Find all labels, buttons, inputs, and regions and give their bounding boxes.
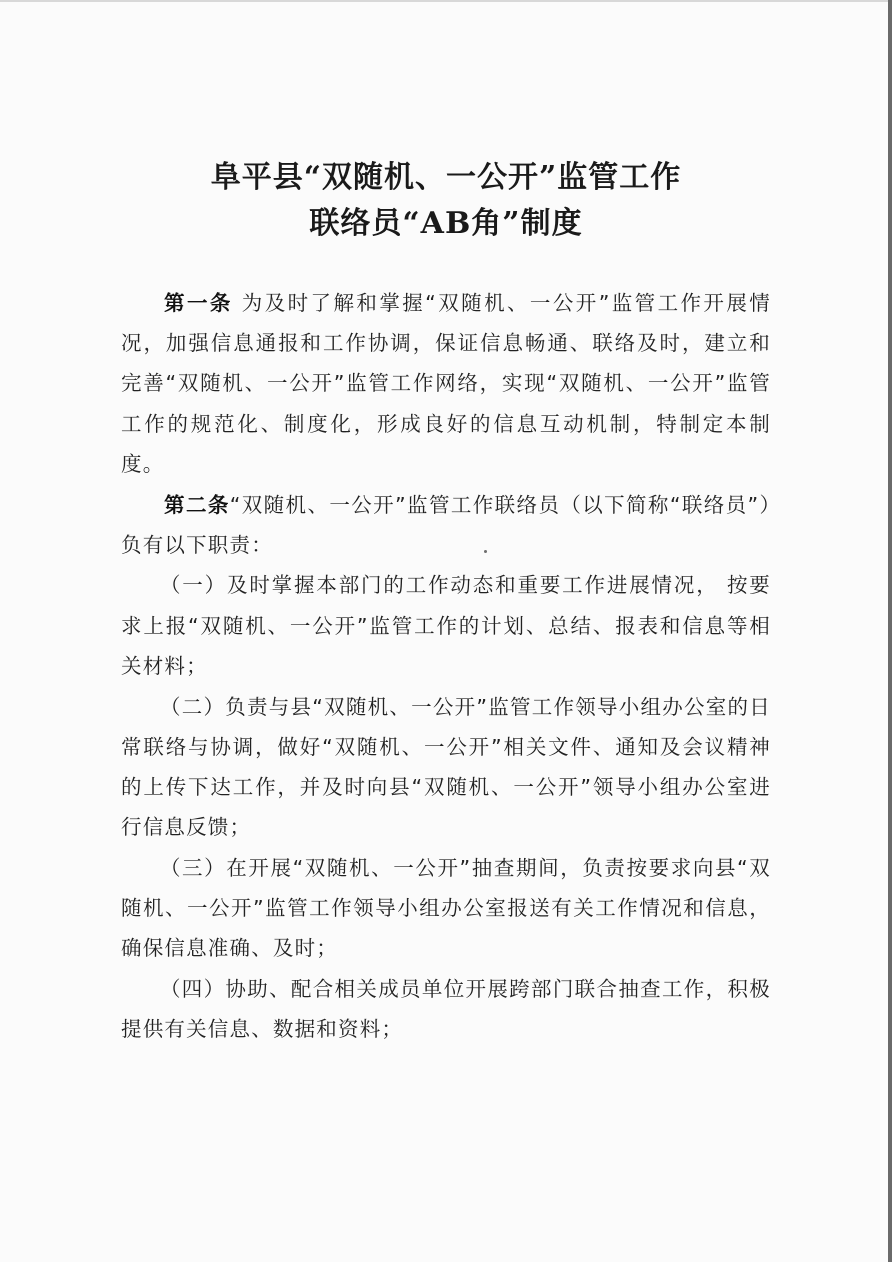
document-title-line-1: 阜平县“双随机、一公开”监管工作 — [210, 160, 682, 195]
duty-3: （三）在开展“双随机、一公开”抽查期间，负责按要求向县“双随机、一公开”监管工作领导小组办公室报送有关工作情况和信息，确保信息准确、及时； — [121, 855, 771, 961]
duty-4: （四）协助、配合相关成员单位开展跨部门联合抽查工作，积极提供有关信息、数据和资料； — [121, 976, 771, 1042]
article-1 — [121, 283, 771, 484]
article-2-lead: 第二条 — [164, 492, 230, 517]
article-1-lead: 第一条 — [164, 291, 233, 315]
document-body — [121, 283, 771, 1049]
duty-1: （一）及时掌握本部门的工作动态和重要工作进展情况， 按要求上报“双随机、一公开”监管工作的计划、总结、报表和信息等相关材料； — [121, 573, 771, 678]
scan-speck — [484, 550, 487, 553]
article-2 — [121, 485, 771, 565]
document-title-line-2: 联络员“AB角”制度 — [309, 206, 583, 241]
article-1-text: 为及时了解和掌握“双随机、一公开”监管工作开展情况，加强信息通报和工作协调，保证信息畅通、联络及时，建立和完善“双随机、一公开”监管工作网络，实现“双随机、一公开”监管工作的规范化、制度化，形成良好的信息互动机制，特制定本制度。 — [121, 291, 771, 476]
scan-top-edge — [0, 0, 892, 2]
article-2-text: “双随机、一公开”监管工作联络员（以下简称“联络员”）负有以下职责： — [121, 492, 771, 557]
duty-2: （二）负责与县“双随机、一公开”监管工作领导小组办公室的日常联络与协调，做好“双随机、一公开”相关文件、通知及会议精神的上传下达工作，并及时向县“双随机、一公开”领导小组办公室进行信息反馈； — [121, 694, 771, 840]
